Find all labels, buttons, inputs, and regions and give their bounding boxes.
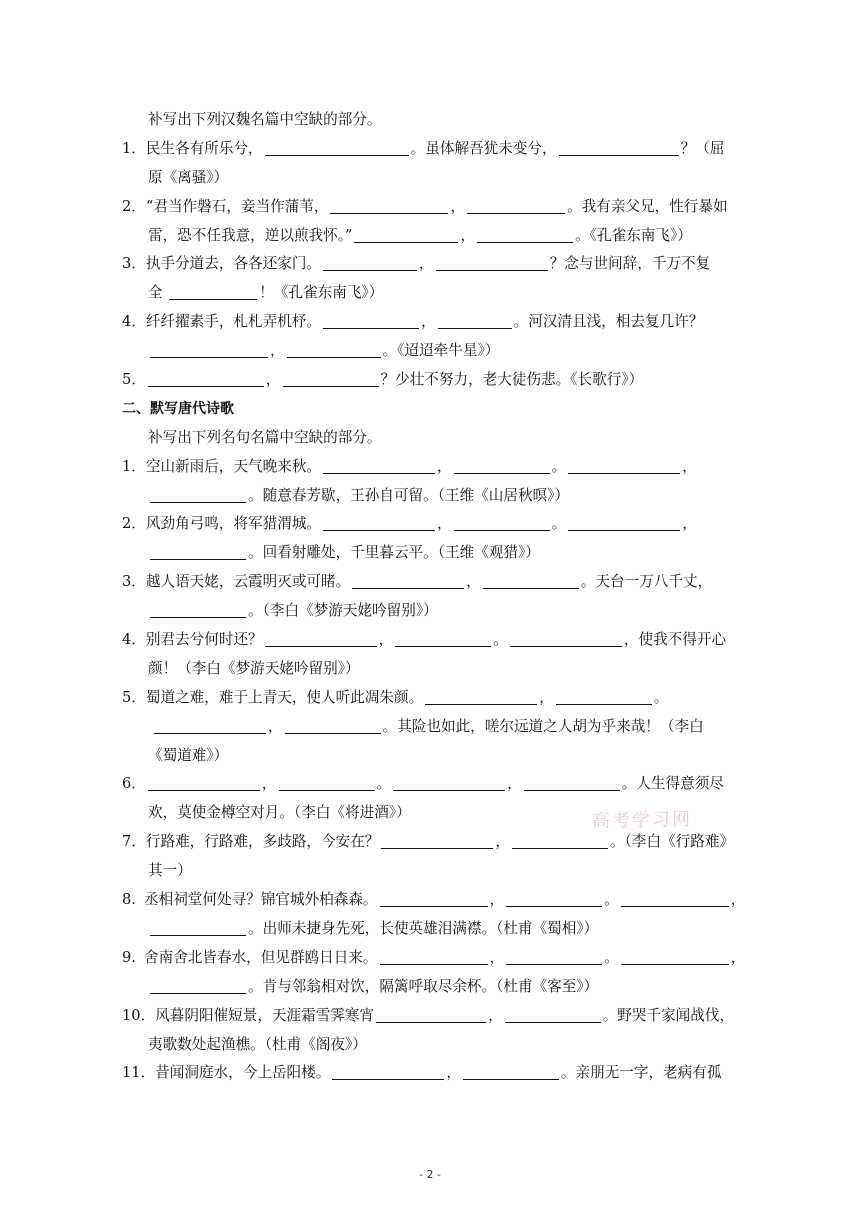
list-item-continued: 。出师未捷身先死，长使英雄泪满襟。（杜甫《蜀相》）: [122, 915, 742, 944]
list-item-continued: 。（李白《梦游天姥吟留别》）: [122, 597, 742, 626]
answer-blank[interactable]: [454, 512, 550, 531]
answer-blank[interactable]: [332, 1061, 444, 1080]
answer-blank[interactable]: [150, 975, 246, 994]
answer-blank[interactable]: [425, 686, 537, 705]
answer-blank[interactable]: [150, 484, 246, 503]
section-heading: 二、默写唐代诗歌: [122, 400, 234, 417]
list-item: 5． ， ？少壮不努力，老大徒伤悲。《长歌行》）: [122, 366, 742, 395]
answer-blank[interactable]: [376, 1004, 486, 1023]
list-item: 7．行路难，行路难，多歧路，今安在？ ， 。（李白《行路难》: [122, 828, 742, 857]
item-number: 3．: [122, 255, 146, 273]
item-number: 6．: [122, 775, 146, 793]
answer-blank[interactable]: [524, 772, 620, 791]
answer-blank[interactable]: [154, 715, 266, 734]
list-item-continued: 。随意春芳歇，王孙自可留。（王维《山居秋暝》）: [122, 482, 742, 511]
page-number: - 2 -: [419, 1168, 441, 1181]
intro-instruction: 补写出下列汉魏名篇中空缺的部分。: [148, 111, 382, 128]
answer-blank[interactable]: [483, 570, 579, 589]
item-number: 2．: [122, 515, 146, 533]
answer-blank[interactable]: [393, 772, 505, 791]
answer-blank[interactable]: [380, 946, 488, 965]
answer-blank[interactable]: [323, 455, 435, 474]
list-item: 10．风暮阴阳催短景，天涯霜雪霁寒宵 ， 。野哭千家闻战伐，: [122, 1002, 742, 1031]
list-item-continued: 。肯与邻翁相对饮，隔篱呼取尽余杯。（杜甫《客至》）: [122, 973, 742, 1002]
answer-blank[interactable]: [323, 310, 419, 329]
answer-blank[interactable]: [505, 1004, 601, 1023]
answer-blank[interactable]: [454, 455, 550, 474]
item-number: 9.: [122, 948, 136, 966]
exercise-content: [122, 106, 746, 1088]
item-number: 10．: [122, 1006, 156, 1024]
list-item: 2．“君当作磐石，妾当作蒲苇， ， 。我有亲父兄，性行暴如: [122, 193, 742, 222]
answer-blank[interactable]: [463, 1061, 559, 1080]
answer-blank[interactable]: [148, 772, 260, 791]
item-number: 5．: [122, 688, 146, 706]
answer-blank[interactable]: [621, 888, 729, 907]
answer-blank[interactable]: [169, 281, 257, 300]
list-item: 3．执手分道去，各各还家门。 ， ？念与世间辞，千万不复: [122, 250, 742, 279]
answer-blank[interactable]: [150, 599, 246, 618]
answer-blank[interactable]: [150, 339, 268, 358]
list-item: 1．空山新雨后，天气晚来秋。 ， 。 ，: [122, 453, 742, 482]
list-item-continued: 欢，莫使金樽空对月。（李白《将进酒》）: [148, 804, 411, 822]
answer-blank[interactable]: [381, 830, 493, 849]
list-item: 8. 丞相祠堂何处寻？锦官城外柏森森。 ， 。 ，: [122, 886, 742, 915]
answer-blank[interactable]: [287, 339, 381, 358]
list-item-continued: 夷歌数处起渔樵。（杜甫《阁夜》）: [148, 1035, 367, 1053]
list-item-continued: 《蜀道难》）: [148, 746, 229, 764]
list-item: 6． ， 。 ， 。人生得意须尽: [122, 770, 742, 799]
answer-blank[interactable]: [265, 628, 377, 647]
answer-blank[interactable]: [395, 628, 491, 647]
list-item-continued: 全 ！《孔雀东南飞》）: [122, 279, 742, 308]
answer-blank[interactable]: [323, 512, 435, 531]
list-item-continued: 原《离骚》）: [148, 168, 229, 186]
answer-blank[interactable]: [323, 252, 417, 271]
answer-blank[interactable]: [512, 830, 608, 849]
list-item-continued: 雷，恐不任我意，逆以煎我怀。” ， 。《孔雀东南飞》）: [122, 222, 742, 251]
list-item-continued: ， 。《迢迢牵牛星》）: [122, 337, 742, 366]
list-item: 5．蜀道之难，难于上青天，使人听此凋朱颜。 ， 。: [122, 684, 742, 713]
answer-blank[interactable]: [279, 772, 375, 791]
answer-blank[interactable]: [436, 252, 548, 271]
list-item: 11．昔闻洞庭水，今上岳阳楼。 ， 。亲朋无一字，老病有孤: [122, 1059, 742, 1088]
item-number: 3．: [122, 573, 146, 591]
answer-blank[interactable]: [148, 368, 264, 387]
item-number: 1．: [122, 139, 146, 157]
answer-blank[interactable]: [568, 512, 680, 531]
answer-blank[interactable]: [283, 368, 379, 387]
answer-blank[interactable]: [150, 917, 246, 936]
item-number: 4．: [122, 631, 146, 649]
list-item: 9. 舍南舍北皆春水，但见群鸥日日来。 ， 。 ，: [122, 944, 742, 973]
answer-blank[interactable]: [150, 541, 246, 560]
list-item-continued: ， 。其险也如此，嗟尔远道之人胡为乎来哉！（李白: [122, 713, 742, 742]
answer-blank[interactable]: [285, 715, 381, 734]
list-item: 4．别君去兮何时还？ ， 。 ，使我不得开心: [122, 626, 742, 655]
answer-blank[interactable]: [438, 310, 512, 329]
watermark: 高考学习网: [591, 809, 693, 832]
answer-blank[interactable]: [556, 686, 652, 705]
answer-blank[interactable]: [477, 224, 573, 243]
item-number: 5．: [122, 371, 146, 389]
list-item: 4．纤纤擢素手，札札弄机杼。 ， 。河汉清且浅，相去复几许？: [122, 308, 742, 337]
answer-blank[interactable]: [380, 888, 488, 907]
answer-blank[interactable]: [354, 224, 458, 243]
list-item: 1．民生各有所乐兮， 。虽体解吾犹未变兮， ？（屈: [122, 135, 742, 164]
answer-blank[interactable]: [559, 137, 679, 156]
item-number: 1．: [122, 457, 146, 475]
list-item: 2．风劲角弓鸣，将军猎渭城。 ， 。 ，: [122, 510, 742, 539]
answer-blank[interactable]: [510, 628, 622, 647]
item-number: 8.: [122, 891, 136, 909]
answer-blank[interactable]: [330, 195, 448, 214]
list-item-continued: 。回看射雕处，千里暮云平。（王维《观猎》）: [122, 539, 742, 568]
list-item-continued: 其一）: [148, 862, 192, 880]
list-item: 3．越人语天姥，云霞明灭或可睹。 ， 。天台一万八千丈，: [122, 568, 742, 597]
answer-blank[interactable]: [506, 946, 602, 965]
item-number: 4．: [122, 313, 146, 331]
item-number: 2．: [122, 197, 146, 215]
answer-blank[interactable]: [467, 195, 565, 214]
answer-blank[interactable]: [265, 137, 409, 156]
answer-blank[interactable]: [621, 946, 729, 965]
answer-blank[interactable]: [568, 455, 680, 474]
answer-blank[interactable]: [352, 570, 464, 589]
item-number: 11．: [122, 1064, 156, 1082]
list-item-continued: 颜！（李白《梦游天姥吟留别》）: [148, 659, 360, 677]
item-number: 7．: [122, 833, 146, 851]
answer-blank[interactable]: [506, 888, 602, 907]
intro-instruction: 补写出下列名句名篇中空缺的部分。: [148, 428, 382, 446]
